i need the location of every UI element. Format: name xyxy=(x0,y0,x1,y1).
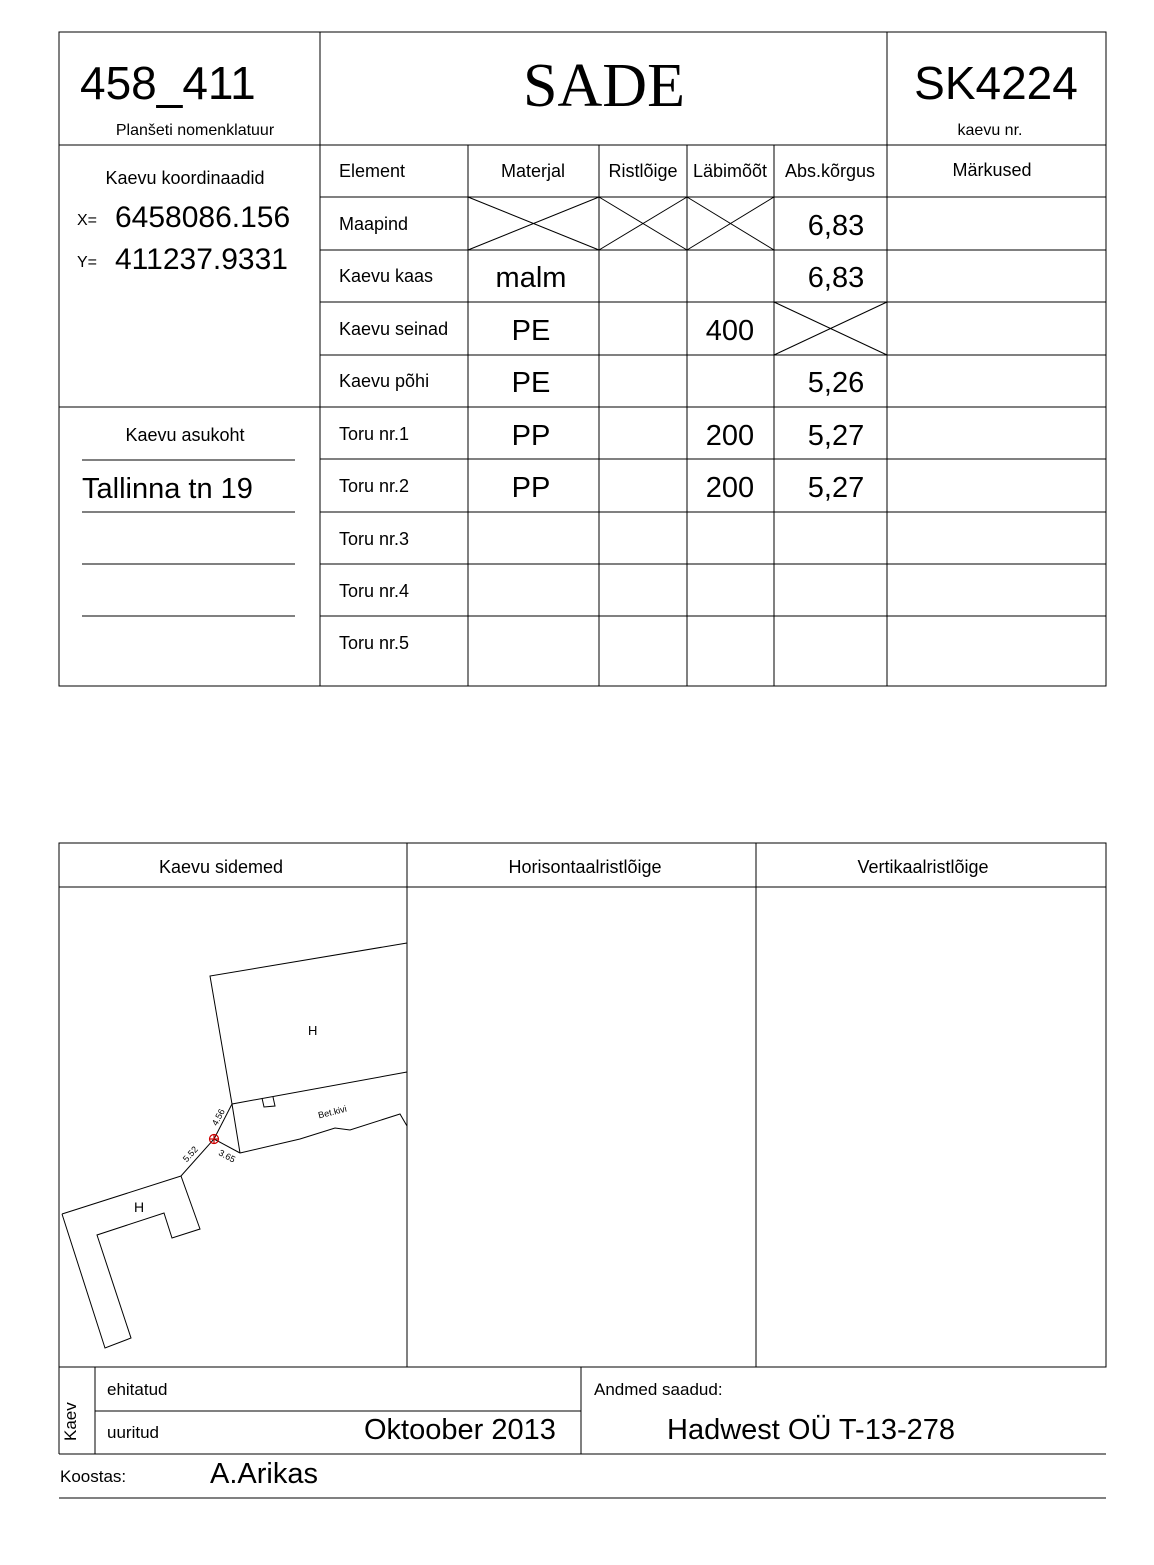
row-element: Toru nr.5 xyxy=(339,633,410,653)
pavement-label: Bet.kivi xyxy=(317,1103,348,1121)
row-element: Kaevu põhi xyxy=(339,371,430,391)
ties-header: Kaevu sidemed xyxy=(158,857,284,877)
surveyed-date: Oktoober 2013 xyxy=(364,1414,556,1446)
header-abs-height: Abs.kõrgus xyxy=(784,161,876,181)
nomenclature-label: Planšeti nomenklatuur xyxy=(115,122,275,139)
data-source-value: Hadwest OÜ T-13-278 xyxy=(667,1414,955,1446)
page-title: SADE xyxy=(523,52,685,120)
row-abs-height: 5,27 xyxy=(807,420,865,452)
nomenclature-value: 458_411 xyxy=(80,57,256,109)
y-coordinate: 411237.9331 xyxy=(115,243,288,276)
row-abs-height: 5,27 xyxy=(807,472,865,504)
x-coordinate: 6458086.156 xyxy=(115,201,291,234)
building-label: H xyxy=(308,1023,318,1038)
x-label: X= xyxy=(77,212,98,229)
location-label: Kaevu asukoht xyxy=(125,425,245,445)
header-element: Element xyxy=(339,161,406,181)
row-element: Toru nr.3 xyxy=(339,529,410,549)
horizontal-section-header: Horisontaalristlõige xyxy=(508,857,662,877)
row-element: Toru nr.1 xyxy=(339,424,410,444)
location-address: Tallinna tn 19 xyxy=(82,473,253,505)
data-source-label: Andmed saadud: xyxy=(594,1380,723,1399)
row-material: PP xyxy=(511,420,551,452)
surveyed-label: uuritud xyxy=(107,1423,159,1442)
row-element: Kaevu kaas xyxy=(339,266,434,286)
row-element: Toru nr.4 xyxy=(339,581,410,601)
compiled-label: Koostas: xyxy=(60,1467,127,1486)
header-material: Materjal xyxy=(500,161,566,181)
row-material: malm xyxy=(495,262,567,294)
well-marker xyxy=(210,1135,219,1144)
row-diameter: 200 xyxy=(705,420,755,452)
row-abs-height: 6,83 xyxy=(807,262,865,294)
tie-distance-label: 4.56 xyxy=(209,1107,227,1128)
row-material: PP xyxy=(511,472,551,504)
header-cross-section: Ristlõige xyxy=(608,161,678,181)
y-label: Y= xyxy=(77,254,98,271)
built-label: ehitatud xyxy=(107,1380,168,1399)
row-element: Toru nr.2 xyxy=(339,476,410,496)
kaev-label: Kaev xyxy=(61,1402,80,1441)
row-material: PE xyxy=(511,367,551,399)
compiled-by: A.Arikas xyxy=(210,1458,318,1490)
row-material: PE xyxy=(511,315,551,347)
header-notes: Märkused xyxy=(952,160,1032,180)
row-abs-height: 5,26 xyxy=(807,367,865,399)
row-diameter: 400 xyxy=(705,315,755,347)
row-element: Kaevu seinad xyxy=(339,319,449,339)
row-diameter: 200 xyxy=(705,472,755,504)
row-element: Maapind xyxy=(339,214,409,234)
coordinates-label: Kaevu koordinaadid xyxy=(105,168,265,188)
tie-distance-label: 5.52 xyxy=(180,1144,200,1165)
tie-distance-label: 3.65 xyxy=(216,1147,238,1165)
building-label: H xyxy=(134,1199,145,1215)
well-number: SK4224 xyxy=(914,57,1078,109)
site-sketch xyxy=(62,943,407,1348)
header-diameter: Läbimõõt xyxy=(692,161,768,181)
row-abs-height: 6,83 xyxy=(807,210,865,242)
well-number-label: kaevu nr. xyxy=(957,122,1023,139)
vertical-section-header: Vertikaalristlõige xyxy=(857,857,989,877)
